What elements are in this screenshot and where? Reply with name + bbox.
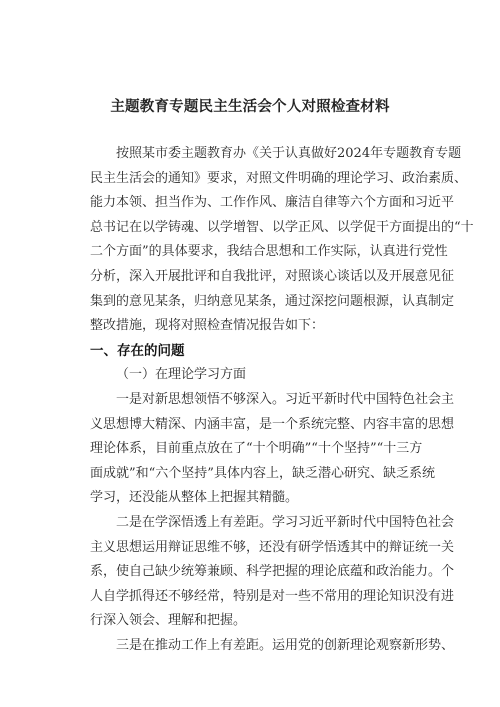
paragraph-line: 面成就”和“六个坚持”具体内容上，缺乏潜心研究、缺乏系统 [90, 465, 435, 481]
paragraph-line: 行深入领会、理解和把握。 [90, 613, 247, 629]
intro-line: 整改措施，现将对照检查情况报告如下： [90, 318, 325, 334]
intro-line: 总书记在以学铸魂、以学增智、以学正风、以学促干方面提出的“十 [90, 219, 474, 235]
paragraph-line: 一是对新思想领悟不够深入。习近平新时代中国特色社会主 [116, 391, 455, 407]
paragraph-line: 三是在推动工作上有差距。运用党的创新理论观察新形势、 [116, 637, 455, 653]
paragraph-line: 主义思想运用辩证思维不够，还没有研学悟透其中的辩证统一关 [90, 539, 455, 555]
subsection-heading: （一）在理论学习方面 [116, 367, 247, 383]
intro-line: 按照某市委主题教育办《关于认真做好2024年专题教育专题 [116, 146, 462, 161]
paragraph-line: 理论体系，目前重点放在了“十个明确”“十个坚持”“十三方 [90, 441, 423, 457]
paragraph-line: 二是在学深悟透上有差距。学习习近平新时代中国特色社会 [116, 514, 455, 530]
intro-line: 能力本领、担当作为、工作作风、廉洁自律等六个方面和习近平 [90, 195, 455, 211]
paragraph-line: 系，使自己缺少统筹兼顾、科学把握的理论底蕴和政治能力。个 [90, 564, 455, 580]
document-title: 主题教育专题民主生活会个人对照检查材料 [110, 99, 390, 115]
intro-line: 分析，深入开展批评和自我批评，对照谈心谈话以及开展意见征 [90, 268, 455, 284]
intro-line: 集到的意见某条，归纳意见某条，通过深挖问题根源，认真制定 [90, 293, 455, 309]
intro-line: 二个方面”的具体要求，我结合思想和工作实际，认真进行党性 [90, 244, 448, 260]
paragraph-line: 人自学抓得还不够经常，特别是对一些不常用的理论知识没有进 [90, 588, 455, 604]
section-heading: 一、存在的问题 [90, 342, 185, 359]
intro-line: 民主生活会的通知》要求，对照文件明确的理论学习、政治素质、 [90, 170, 468, 186]
paragraph-line: 义思想博大精深、内涵丰富，是一个系统完整、内容丰富的思想 [90, 416, 455, 432]
document-body [90, 142, 474, 658]
paragraph-line: 学习，还没能从整体上把握其精髓。 [90, 490, 299, 506]
